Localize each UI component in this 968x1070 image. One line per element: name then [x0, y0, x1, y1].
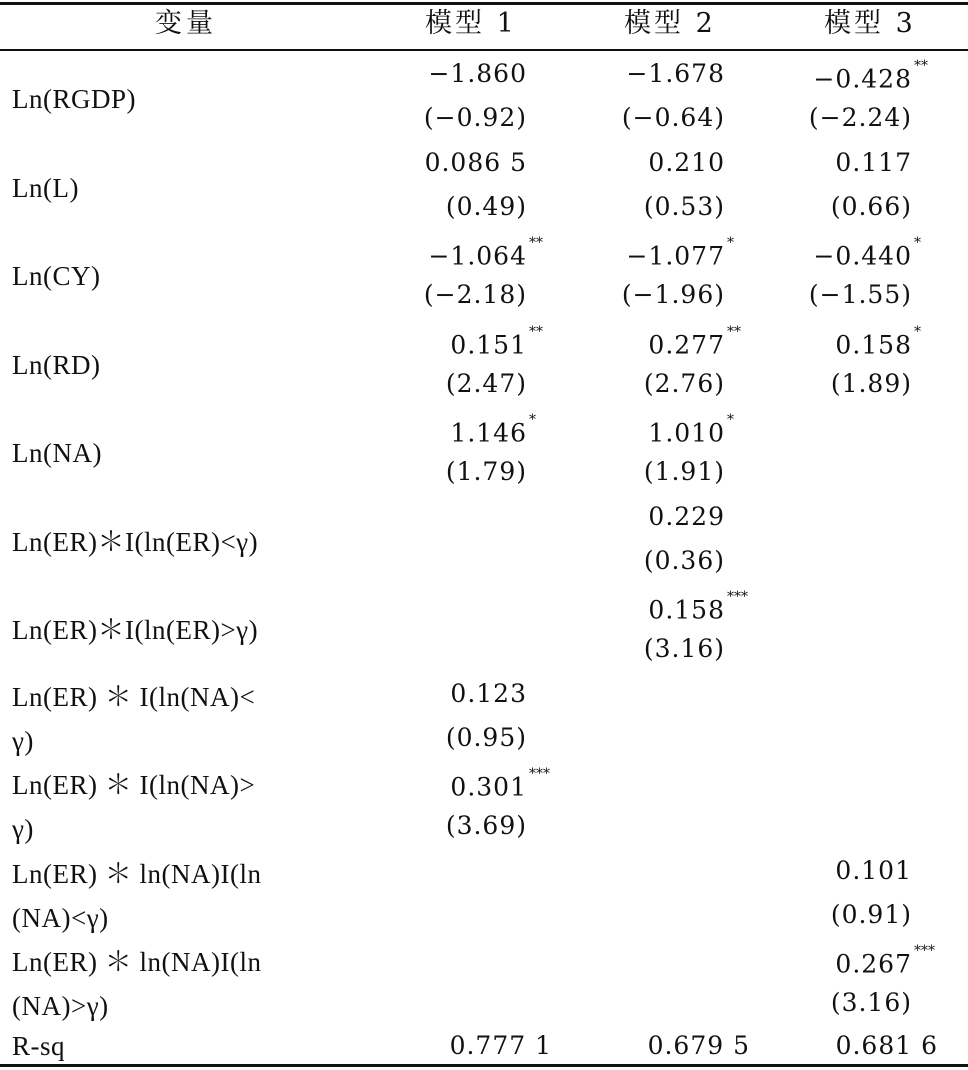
- rsq-value: 0.679 5: [647, 1031, 750, 1060]
- coefficient-cell: [648, 591, 748, 624]
- significance-stars: *: [529, 412, 536, 428]
- row-label: Ln(ER) ＊ I(ln(NA)<: [12, 681, 256, 712]
- t-statistic: (1.89): [830, 368, 912, 398]
- coefficient-cell: [0, 547, 725, 575]
- coefficient-value: −0.428: [813, 64, 912, 94]
- coefficient-cell: [0, 989, 912, 1017]
- t-statistic: (−1.55): [808, 280, 912, 309]
- significance-stars: **: [914, 58, 928, 74]
- row-label: Ln(ER) ＊ ln(NA)I(ln: [12, 947, 262, 977]
- t-statistic: (1.91): [643, 457, 725, 486]
- t-statistic: (0.49): [445, 191, 527, 221]
- coefficient-value: −0.440: [813, 241, 912, 271]
- row-label: γ): [12, 814, 34, 844]
- coefficient-value: 0.086 5: [424, 147, 527, 177]
- rsq-label: R-sq: [12, 1031, 66, 1061]
- coefficient-value: 0.101: [835, 855, 912, 885]
- coefficient-value: −1.077: [626, 241, 725, 271]
- coefficient-cell: [0, 503, 725, 531]
- coefficient-cell: [0, 812, 527, 840]
- significance-stars: *: [914, 323, 921, 340]
- coefficient-value: 0.158: [835, 329, 912, 359]
- t-statistic: (−2.24): [808, 103, 912, 132]
- coefficient-value: 0.301: [450, 772, 527, 802]
- bottom-rule: [0, 1064, 968, 1067]
- significance-stars: **: [727, 323, 741, 340]
- coefficient-cell: [450, 323, 543, 359]
- row-label: (NA)<γ): [12, 902, 109, 933]
- coefficient-value: 0.229: [648, 501, 725, 531]
- coefficient-cell: [0, 281, 912, 309]
- header-variable: 变量: [155, 8, 217, 39]
- header-rule: [0, 49, 968, 51]
- coefficient-cell: [0, 857, 912, 885]
- t-statistic: (0.66): [830, 191, 912, 221]
- coefficient-value: −1.860: [428, 59, 527, 88]
- coefficient-cell: [813, 60, 928, 93]
- row-label: Ln(NA): [12, 438, 102, 468]
- t-statistic: (−2.18): [423, 280, 527, 309]
- significance-stars: **: [529, 323, 543, 340]
- significance-stars: ***: [529, 766, 550, 782]
- t-statistic: (0.91): [830, 899, 912, 929]
- coefficient-cell: [0, 60, 725, 88]
- t-statistic: (2.76): [643, 368, 725, 398]
- top-rule: [0, 2, 968, 5]
- t-statistic: (3.69): [445, 811, 527, 840]
- coefficient-cell: [428, 237, 543, 270]
- header-model-1: 模型 1: [425, 8, 517, 39]
- rsq-value: 0.681 6: [835, 1031, 938, 1060]
- row-label: Ln(ER) ＊ ln(NA)I(ln: [12, 858, 262, 889]
- coefficient-value: 0.210: [648, 147, 725, 177]
- coefficient-cell: [835, 323, 921, 359]
- significance-stars: ***: [727, 589, 748, 605]
- coefficient-value: 1.010: [648, 418, 725, 448]
- coefficient-value: 0.123: [450, 678, 527, 708]
- coefficient-value: 0.277: [648, 329, 725, 359]
- row-label: Ln(L): [12, 172, 79, 203]
- row-label: Ln(RGDP): [12, 84, 136, 114]
- coefficient-cell: [0, 680, 527, 708]
- rsq-value: 0.777 1: [449, 1031, 552, 1060]
- coefficient-cell: [0, 724, 527, 752]
- t-statistic: (0.36): [643, 545, 725, 575]
- row-label: (NA)>γ): [12, 991, 109, 1021]
- coefficient-cell: [0, 901, 912, 929]
- t-statistic: (−0.64): [621, 103, 725, 132]
- t-statistic: (0.53): [643, 191, 725, 221]
- coefficient-value: 0.117: [835, 147, 912, 177]
- coefficient-value: −1.678: [626, 59, 725, 88]
- t-statistic: (3.16): [830, 988, 912, 1017]
- significance-stars: *: [727, 412, 734, 428]
- coefficient-cell: [0, 370, 912, 398]
- header-model-2: 模型 2: [624, 8, 716, 39]
- coefficient-cell: [648, 323, 741, 359]
- t-statistic: (−1.96): [621, 280, 725, 309]
- coefficient-cell: [0, 635, 725, 663]
- coefficient-cell: [450, 414, 536, 447]
- significance-stars: *: [727, 235, 734, 251]
- coefficient-cell: [648, 414, 734, 447]
- coefficient-value: −1.064: [428, 241, 527, 271]
- row-label: γ): [12, 725, 34, 756]
- coefficient-cell: [0, 104, 912, 132]
- row-label: Ln(ER) ＊ I(ln(NA)>: [12, 770, 256, 800]
- coefficient-cell: [813, 237, 921, 270]
- header-model-3: 模型 3: [824, 8, 916, 39]
- coefficient-value: 0.151: [450, 329, 527, 359]
- coefficient-cell: [835, 945, 935, 978]
- coefficient-cell: [0, 149, 912, 177]
- significance-stars: **: [529, 235, 543, 251]
- t-statistic: (0.95): [445, 722, 527, 752]
- significance-stars: ***: [914, 943, 935, 959]
- coefficient-cell: [0, 193, 912, 221]
- t-statistic: (1.79): [445, 457, 527, 486]
- coefficient-value: 1.146: [450, 418, 527, 448]
- coefficient-value: 0.158: [648, 595, 725, 625]
- t-statistic: (2.47): [445, 368, 527, 398]
- coefficient-value: 0.267: [835, 949, 912, 979]
- coefficient-cell: [450, 768, 550, 801]
- row-label: Ln(RD): [12, 349, 101, 380]
- row-label: Ln(ER)＊I(ln(ER)>γ): [12, 615, 259, 645]
- row-label: Ln(CY): [12, 261, 101, 291]
- significance-stars: *: [914, 235, 921, 251]
- coefficient-cell: [0, 458, 725, 486]
- t-statistic: (3.16): [643, 634, 725, 663]
- coefficient-cell: [626, 237, 734, 270]
- t-statistic: (−0.92): [423, 103, 527, 132]
- row-label: Ln(ER)＊I(ln(ER)<γ): [12, 526, 259, 557]
